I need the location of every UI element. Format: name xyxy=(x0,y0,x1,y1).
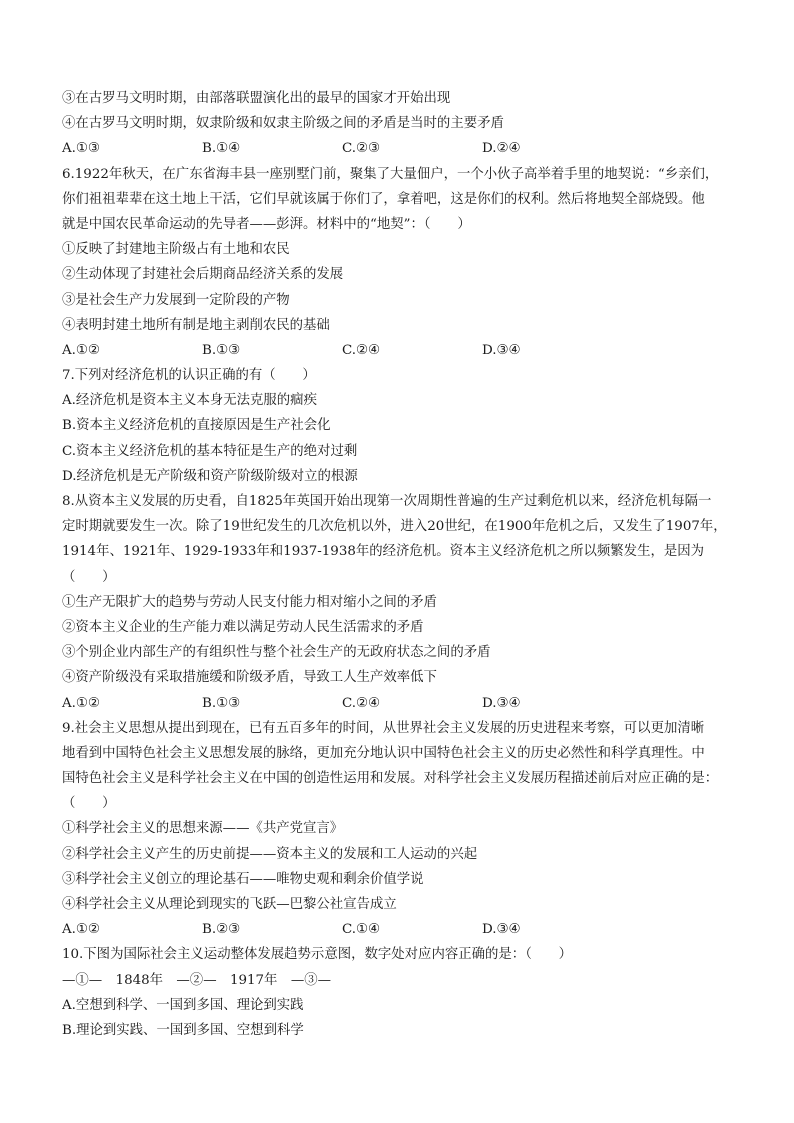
q8-item-3: ③个别企业内部生产的有组织性与整个社会生产的无政府状态之间的矛盾 xyxy=(62,645,491,661)
q5-option-a: A.①③ xyxy=(62,141,100,157)
q9-option-b: B.②③ xyxy=(202,922,241,938)
q8-stem-line-1: 8.从资本主义发展的历史看，自1825年英国开始出现第一次周期性普遍的生产过剩危机以来，经济危机每隔一 xyxy=(62,494,712,509)
q6-option-d: D.③④ xyxy=(482,342,521,358)
q9-stem-line-4: （ ） xyxy=(62,796,116,812)
q8-options xyxy=(62,691,734,716)
q9-options xyxy=(62,917,734,942)
q9-stem-line-2: 地看到中国特色社会主义思想发展的脉络，更加充分地认识中国特色社会主义的历史必然性和科学真理性。中 xyxy=(62,745,705,761)
q5-item-3: ③在古罗马文明时期，由部落联盟演化出的最早的国家才开始出现 xyxy=(62,91,451,106)
q7-stem: 7.下列对经济危机的认识正确的有（ ） xyxy=(62,368,316,384)
exam-page xyxy=(62,86,734,1043)
q9-item-4: ④科学社会主义从理论到现实的飞跃—巴黎公社宣告成立 xyxy=(62,897,397,912)
q6-option-b: B.①③ xyxy=(202,342,241,358)
q8-item-2: ②资本主义企业的生产能力难以满足劳动人民生活需求的矛盾 xyxy=(62,619,424,635)
q8-stem-line-4: （ ） xyxy=(62,569,116,585)
q5-option-c: C.②③ xyxy=(342,141,381,157)
q5-item-4: ④在古罗马文明时期，奴隶阶级和奴隶主阶级之间的矛盾是当时的主要矛盾 xyxy=(62,116,504,132)
q8-option-d: D.③④ xyxy=(482,695,521,711)
q8-item-4: ④资产阶级没有采取措施缓和阶级矛盾，导致工人生产效率低下 xyxy=(62,670,437,686)
q9-stem-line-1: 9.社会主义思想从提出到现在，已有五百多年的时间，从世界社会主义发展的历史进程来考察，可以更加清晰 xyxy=(62,720,705,736)
q6-stem-line-1: 6.1922年秋天，在广东省海丰县一座别墅门前，聚集了大量佃户，一个小伙子高举着手里的地契说：“乡亲们， xyxy=(62,166,719,182)
q9-stem-line-3: 国特色社会主义是科学社会主义在中国的创造性运用和发展。对科学社会主义发展历程描述前后对应正确的是： xyxy=(62,771,719,787)
q6-option-c: C.②④ xyxy=(342,342,381,358)
q6-option-a: A.①② xyxy=(62,342,100,358)
q10-stem: 10.下图为国际社会主义运动整体发展趋势示意图，数字处对应内容正确的是：（ ） xyxy=(62,947,573,963)
q6-item-4: ④表明封建土地所有制是地主剥削农民的基础 xyxy=(62,317,330,333)
q6-stem-line-2: 你们祖祖辈辈在这土地上干活，它们早就该属于你们了，拿着吧，这是你们的权利。然后将地契全部烧毁。他 xyxy=(62,191,705,207)
q9-item-3: ③科学社会主义创立的理论基石——唯物史观和剩余价值学说 xyxy=(62,871,424,887)
q10-option-b: B.理论到实践、一国到多国、空想到科学 xyxy=(62,1022,304,1038)
q6-options xyxy=(62,338,734,363)
q8-stem-line-3: 1914年、1921年、1929-1933年和1937-1938年的经济危机。资本主义经济危机之所以频繁发生，是因为 xyxy=(62,544,705,560)
q8-stem-line-2: 定时期就要发生一次。除了19世纪发生的几次危机以外，进入20世纪，在1900年危机之后，又发生了1907年， xyxy=(62,519,727,535)
q6-stem-line-3: 就是中国农民革命运动的先导者——彭湃。材料中的“地契”：（ ） xyxy=(62,216,471,232)
q9-option-a: A.①② xyxy=(62,922,100,938)
q6-item-1: ①反映了封建地主阶级占有土地和农民 xyxy=(62,242,290,258)
q9-item-1: ①科学社会主义的思想来源——《共产党宣言》 xyxy=(62,821,344,837)
q6-item-3: ③是社会生产力发展到一定阶段的产物 xyxy=(62,292,290,308)
q9-option-d: D.③④ xyxy=(482,922,521,938)
q7-option-b: B.资本主义经济危机的直接原因是生产社会化 xyxy=(62,418,331,434)
q8-option-b: B.①③ xyxy=(202,695,241,711)
q8-item-1: ①生产无限扩大的趋势与劳动人民支付能力相对缩小之间的矛盾 xyxy=(62,594,437,610)
q7-option-a: A.经济危机是资本主义本身无法克服的痼疾 xyxy=(62,393,317,409)
q8-option-a: A.①② xyxy=(62,695,100,711)
q8-option-c: C.②④ xyxy=(342,695,381,711)
q7-option-d: D.经济危机是无产阶级和资产阶级阶级对立的根源 xyxy=(62,468,358,484)
q10-option-a: A.空想到科学、一国到多国、理论到实践 xyxy=(62,997,304,1013)
q7-option-c: C.资本主义经济危机的基本特征是生产的绝对过剩 xyxy=(62,443,358,459)
q5-option-d: D.②④ xyxy=(482,141,521,157)
q5-options xyxy=(62,136,734,161)
q5-option-b: B.①④ xyxy=(202,141,241,157)
q9-item-2: ②科学社会主义产生的历史前提——资本主义的发展和工人运动的兴起 xyxy=(62,846,478,862)
q9-option-c: C.①④ xyxy=(342,922,381,938)
q6-item-2: ②生动体现了封建社会后期商品经济关系的发展 xyxy=(62,267,344,283)
q10-timeline: —①— 1848年 —②— 1917年 —③— xyxy=(62,972,332,988)
